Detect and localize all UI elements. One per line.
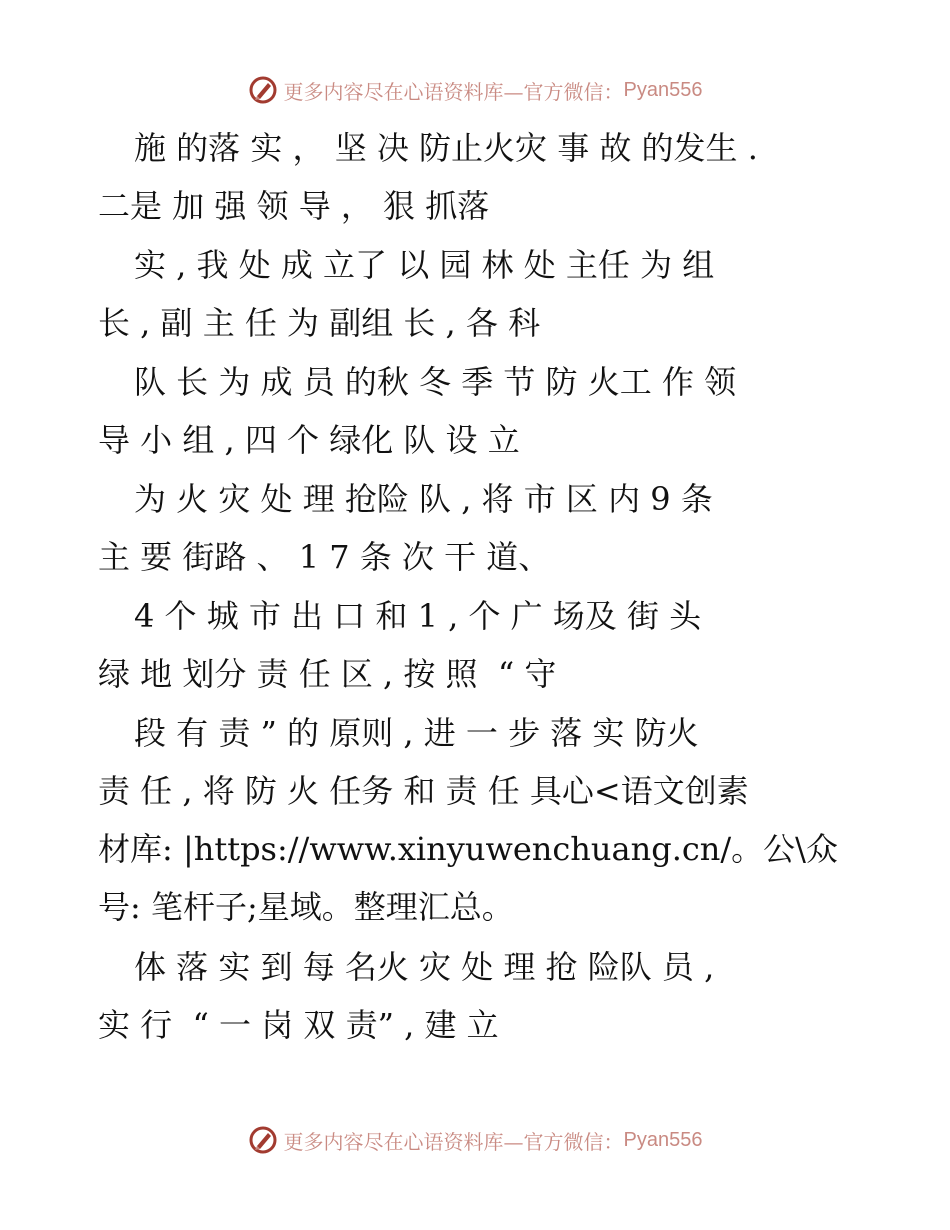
banner-text: 更多内容尽在心语资料库—官方微信：: [283, 1129, 624, 1154]
text-line: 实 行 “ 一 岗 双 责” , 建 立: [98, 1006, 499, 1044]
text-line: 施 的落 实 ， 坚 决 防止火灾 事 故 的发生 .: [134, 129, 758, 167]
text-line: 导 小 组 , 四 个 绿化 队 设 立: [98, 421, 520, 459]
text-line: 实 , 我 处 成 立了 以 园 林 处 主任 为 组: [134, 246, 715, 284]
text-line: 材库: |https://www.xinyuwenchuang.cn/。公\众: [98, 830, 838, 868]
pen-circle-logo-icon: [248, 1125, 278, 1155]
text-line: 队 长 为 成 员 的秋 冬 季 节 防 火工 作 领: [134, 363, 737, 401]
text-line: 体 落 实 到 每 名火 灾 处 理 抢 险队 员 ,: [134, 948, 715, 986]
banner-text: 更多内容尽在心语资料库—官方微信：: [283, 79, 624, 104]
footer-banner: [0, 1120, 950, 1160]
text-line: 二是 加 强 领 导 ， 狠 抓落: [98, 187, 490, 225]
banner-wechat-id: Pyan556: [623, 1128, 703, 1151]
text-line: 4 个 城 市 出 口 和 1 , 个 广 场及 街 头: [134, 597, 702, 635]
banner-wechat-id: Pyan556: [623, 78, 703, 101]
pen-circle-logo-icon: [248, 75, 278, 105]
text-line: 长 , 副 主 任 为 副组 长 , 各 科: [98, 304, 541, 342]
text-line: 为 火 灾 处 理 抢险 队 , 将 市 区 内 9 条: [134, 480, 713, 518]
text-line: 主 要 街路 、 1 7 条 次 干 道、: [98, 538, 551, 576]
text-line: 段 有 责 ” 的 原则 , 进 一 步 落 实 防火: [134, 714, 699, 752]
text-line: 绿 地 划分 责 任 区 , 按 照 “ 守: [98, 655, 557, 693]
text-line: 责 任 , 将 防 火 任务 和 责 任 具心<语文创素: [98, 772, 749, 810]
text-line: 号: 笔杆子;星域。整理汇总。: [98, 888, 514, 926]
header-banner: [0, 70, 950, 110]
